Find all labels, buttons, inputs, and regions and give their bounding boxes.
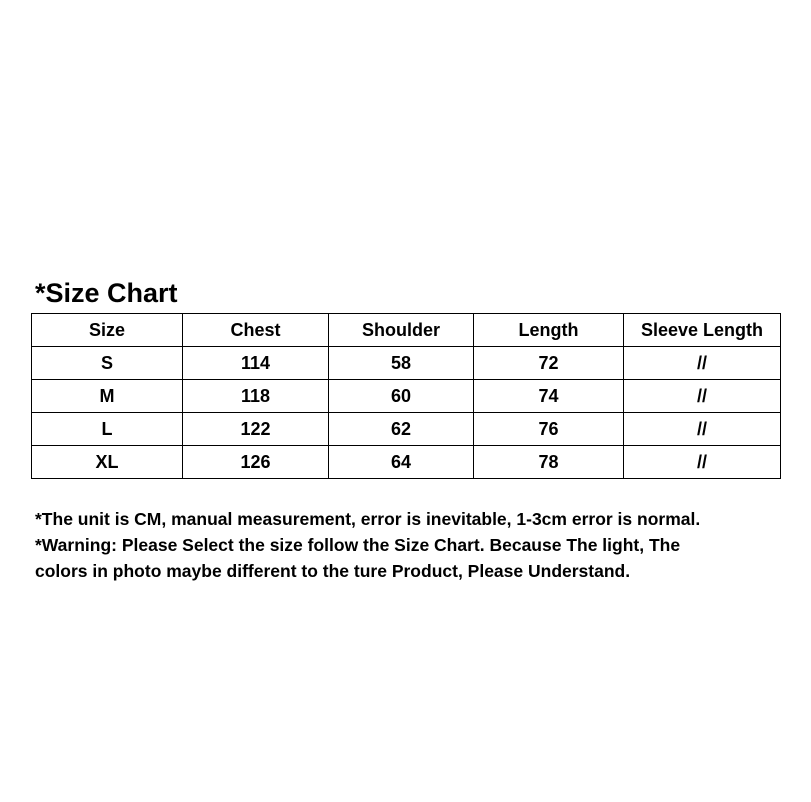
size-chart-title: *Size Chart bbox=[35, 278, 178, 308]
unit-note: *The unit is CM, manual measurement, error is inevitable, 1-3cm error is normal. bbox=[35, 509, 701, 529]
cell-size: L bbox=[32, 413, 183, 446]
cell-chest: 114 bbox=[183, 347, 329, 380]
cell-length: 72 bbox=[474, 347, 624, 380]
notes-section bbox=[35, 506, 795, 584]
table-row bbox=[32, 413, 781, 446]
cell-shoulder: 62 bbox=[329, 413, 474, 446]
cell-chest: 118 bbox=[183, 380, 329, 413]
cell-sleeve-length: // bbox=[624, 446, 781, 479]
cell-length: 74 bbox=[474, 380, 624, 413]
header-shoulder: Shoulder bbox=[329, 314, 474, 347]
header-length: Length bbox=[474, 314, 624, 347]
cell-shoulder: 60 bbox=[329, 380, 474, 413]
cell-shoulder: 58 bbox=[329, 347, 474, 380]
cell-size: S bbox=[32, 347, 183, 380]
table-header-row bbox=[32, 314, 781, 347]
table-row bbox=[32, 380, 781, 413]
table-row bbox=[32, 347, 781, 380]
cell-length: 78 bbox=[474, 446, 624, 479]
cell-sleeve-length: // bbox=[624, 347, 781, 380]
header-chest: Chest bbox=[183, 314, 329, 347]
cell-length: 76 bbox=[474, 413, 624, 446]
cell-shoulder: 64 bbox=[329, 446, 474, 479]
cell-chest: 122 bbox=[183, 413, 329, 446]
table-row bbox=[32, 446, 781, 479]
header-sleeve-length: Sleeve Length bbox=[624, 314, 781, 347]
header-size: Size bbox=[32, 314, 183, 347]
cell-chest: 126 bbox=[183, 446, 329, 479]
cell-sleeve-length: // bbox=[624, 413, 781, 446]
cell-size: XL bbox=[32, 446, 183, 479]
cell-size: M bbox=[32, 380, 183, 413]
warning-note: *Warning: Please Select the size follow the Size Chart. Because The light, The colors in photo maybe different to the ture Product, Please Understand. bbox=[35, 535, 681, 581]
cell-sleeve-length: // bbox=[624, 380, 781, 413]
size-chart-table bbox=[31, 313, 781, 479]
